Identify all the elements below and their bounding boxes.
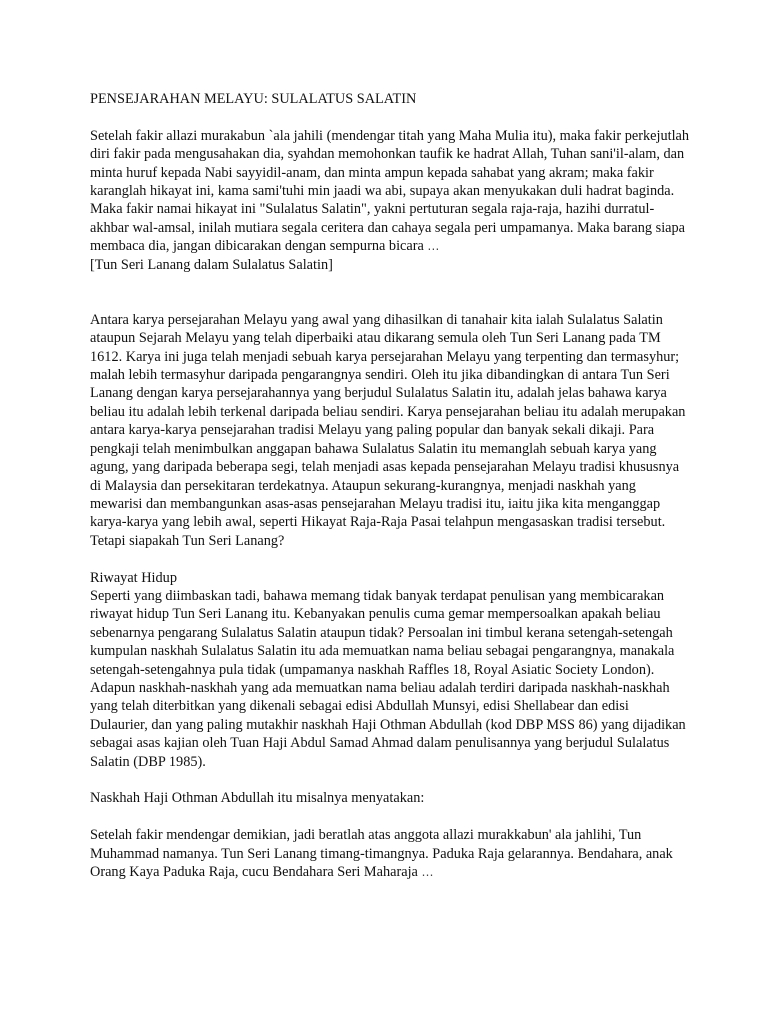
closing-quote-ellipsis: … (421, 864, 434, 879)
opening-quote-body: Setelah fakir allazi murakabun `ala jahili (mendengar titah yang Maha Mulia itu), maka fakir perkejutlah diri fakir pada mengusahakan dia, syahdan memohonkan taufik ke hadrat Allah, Tuhan sani'il-alam, dan minta huruf kepada Nabi sayyidil-anam, dan minta ampun kepada sahabat yang akram; maka fakir karanglah hikayat ini, kama sami'tuhi min jaadi wa abi, supaya akan menyukakan duli hadrat baginda. Maka fakir namai hikayat ini "Sulalatus Salatin", yakni pertuturan segala raja-raja, hazihi durratul-akhbar wal-amsal, inilah mutiara segala ceritera dan cahaya segala peri umpamanya. Maka barang siapa membaca dia, jangan dibicarakan dengan sempurna bicara (90, 127, 690, 255)
closing-quote (90, 826, 690, 881)
section-heading: Riwayat Hidup (90, 569, 177, 586)
opening-quote-text (90, 127, 690, 256)
closing-quote-body: Setelah fakir mendengar demikian, jadi beratlah atas anggota allazi murakkabun' ala jahlihi, Tun Muhammad namanya. Tun Seri Lanang timang-timangnya. Paduka Raja gelarannya. Bendahara, anak Orang Kaya Paduka Raja, cucu Bendahara Seri Maharaja (90, 827, 673, 880)
opening-quote (90, 127, 690, 274)
biography-paragraph: Seperti yang diimbaskan tadi, bahawa memang tidak banyak terdapat penulisan yang membicarakan riwayat hidup Tun Seri Lanang itu. Kebanyakan penulis cuma gemar mempersoalkan apakah beliau sebenarnya pengarang Sulalatus Salatin ataupun tidak? Persoalan ini timbul kerana setengah-setengah kumpulan naskhah Sulalatus Salatin itu ada memuatkan nama beliau sebagai pengarangnya, manakala setengah-setengahnya pula tidak (umpamanya naskhah Raffles 18, Royal Asiatic Society London). Adapun naskhah-naskhah yang ada memuatkan nama beliau adalah terdiri daripada naskhah-naskhah yang telah diterbitkan yang dikenali sebagai edisi Abdullah Munsyi, edisi Shellabear dan edisi Dulaurier, dan yang paling mutakhir naskhah Haji Othman Abdullah (kod DBP MSS 86) yang dijadikan sebagai asas kajian oleh Tuan Haji Abdul Samad Ahmad dalam penulisannya yang berjudul Sulalatus Salatin (DBP 1985). (90, 587, 686, 770)
manuscript-intro: Naskhah Haji Othman Abdullah itu misalnya menyatakan: (90, 790, 425, 807)
opening-quote-citation: [Tun Seri Lanang dalam Sulalatus Salatin] (90, 256, 333, 273)
opening-quote-ellipsis: … (427, 239, 440, 254)
intro-paragraph: Antara karya persejarahan Melayu yang awal yang dihasilkan di tanahair kita ialah Sulalatus Salatin ataupun Sejarah Melayu yang telah diperbaiki atau dikarang semula oleh Tun Seri Lanang pada TM 1612. Karya ini juga telah menjadi sebuah karya persejarahan Melayu yang terpenting dan termasyhur; malah lebih termasyhur daripada pengarangnya sendiri. Oleh itu jika dibandingkan di antara Tun Seri Lanang dengan karya persejarahannya yang berjudul Sulalatus Salatin itu, adalah jelas bahawa karya beliau itu adalah lebih terkenal daripada beliau sendiri. Karya pensejarahan beliau itu adalah merupakan antara karya-karya pensejarahan tradisi Melayu yang paling popular dan banyak sekali dikaji. Para pengkaji telah menimbulkan anggapan bahawa Sulalatus Salatin itu memanglah sebuah karya yang agung, yang daripada beberapa segi, telah menjadi asas kepada pensejarahan Melayu tradisi khususnya di Malaysia dan persekitaran terdekatnya. Ataupun sekurang-kurangnya, menjadi naskhah yang mewarisi dan membangunkan asas-asas pensejarahan Melayu tradisi itu, iaitu jika kita menganggap karya-karya yang lebih awal, seperti Hikayat Raja-Raja Pasai telahpun mengasaskan tradisi tersebut. Tetapi siapakah Tun Seri Lanang? (90, 311, 686, 549)
document-page (90, 90, 690, 881)
document-title: PENSEJARAHAN MELAYU: SULALATUS SALATIN (90, 91, 417, 107)
